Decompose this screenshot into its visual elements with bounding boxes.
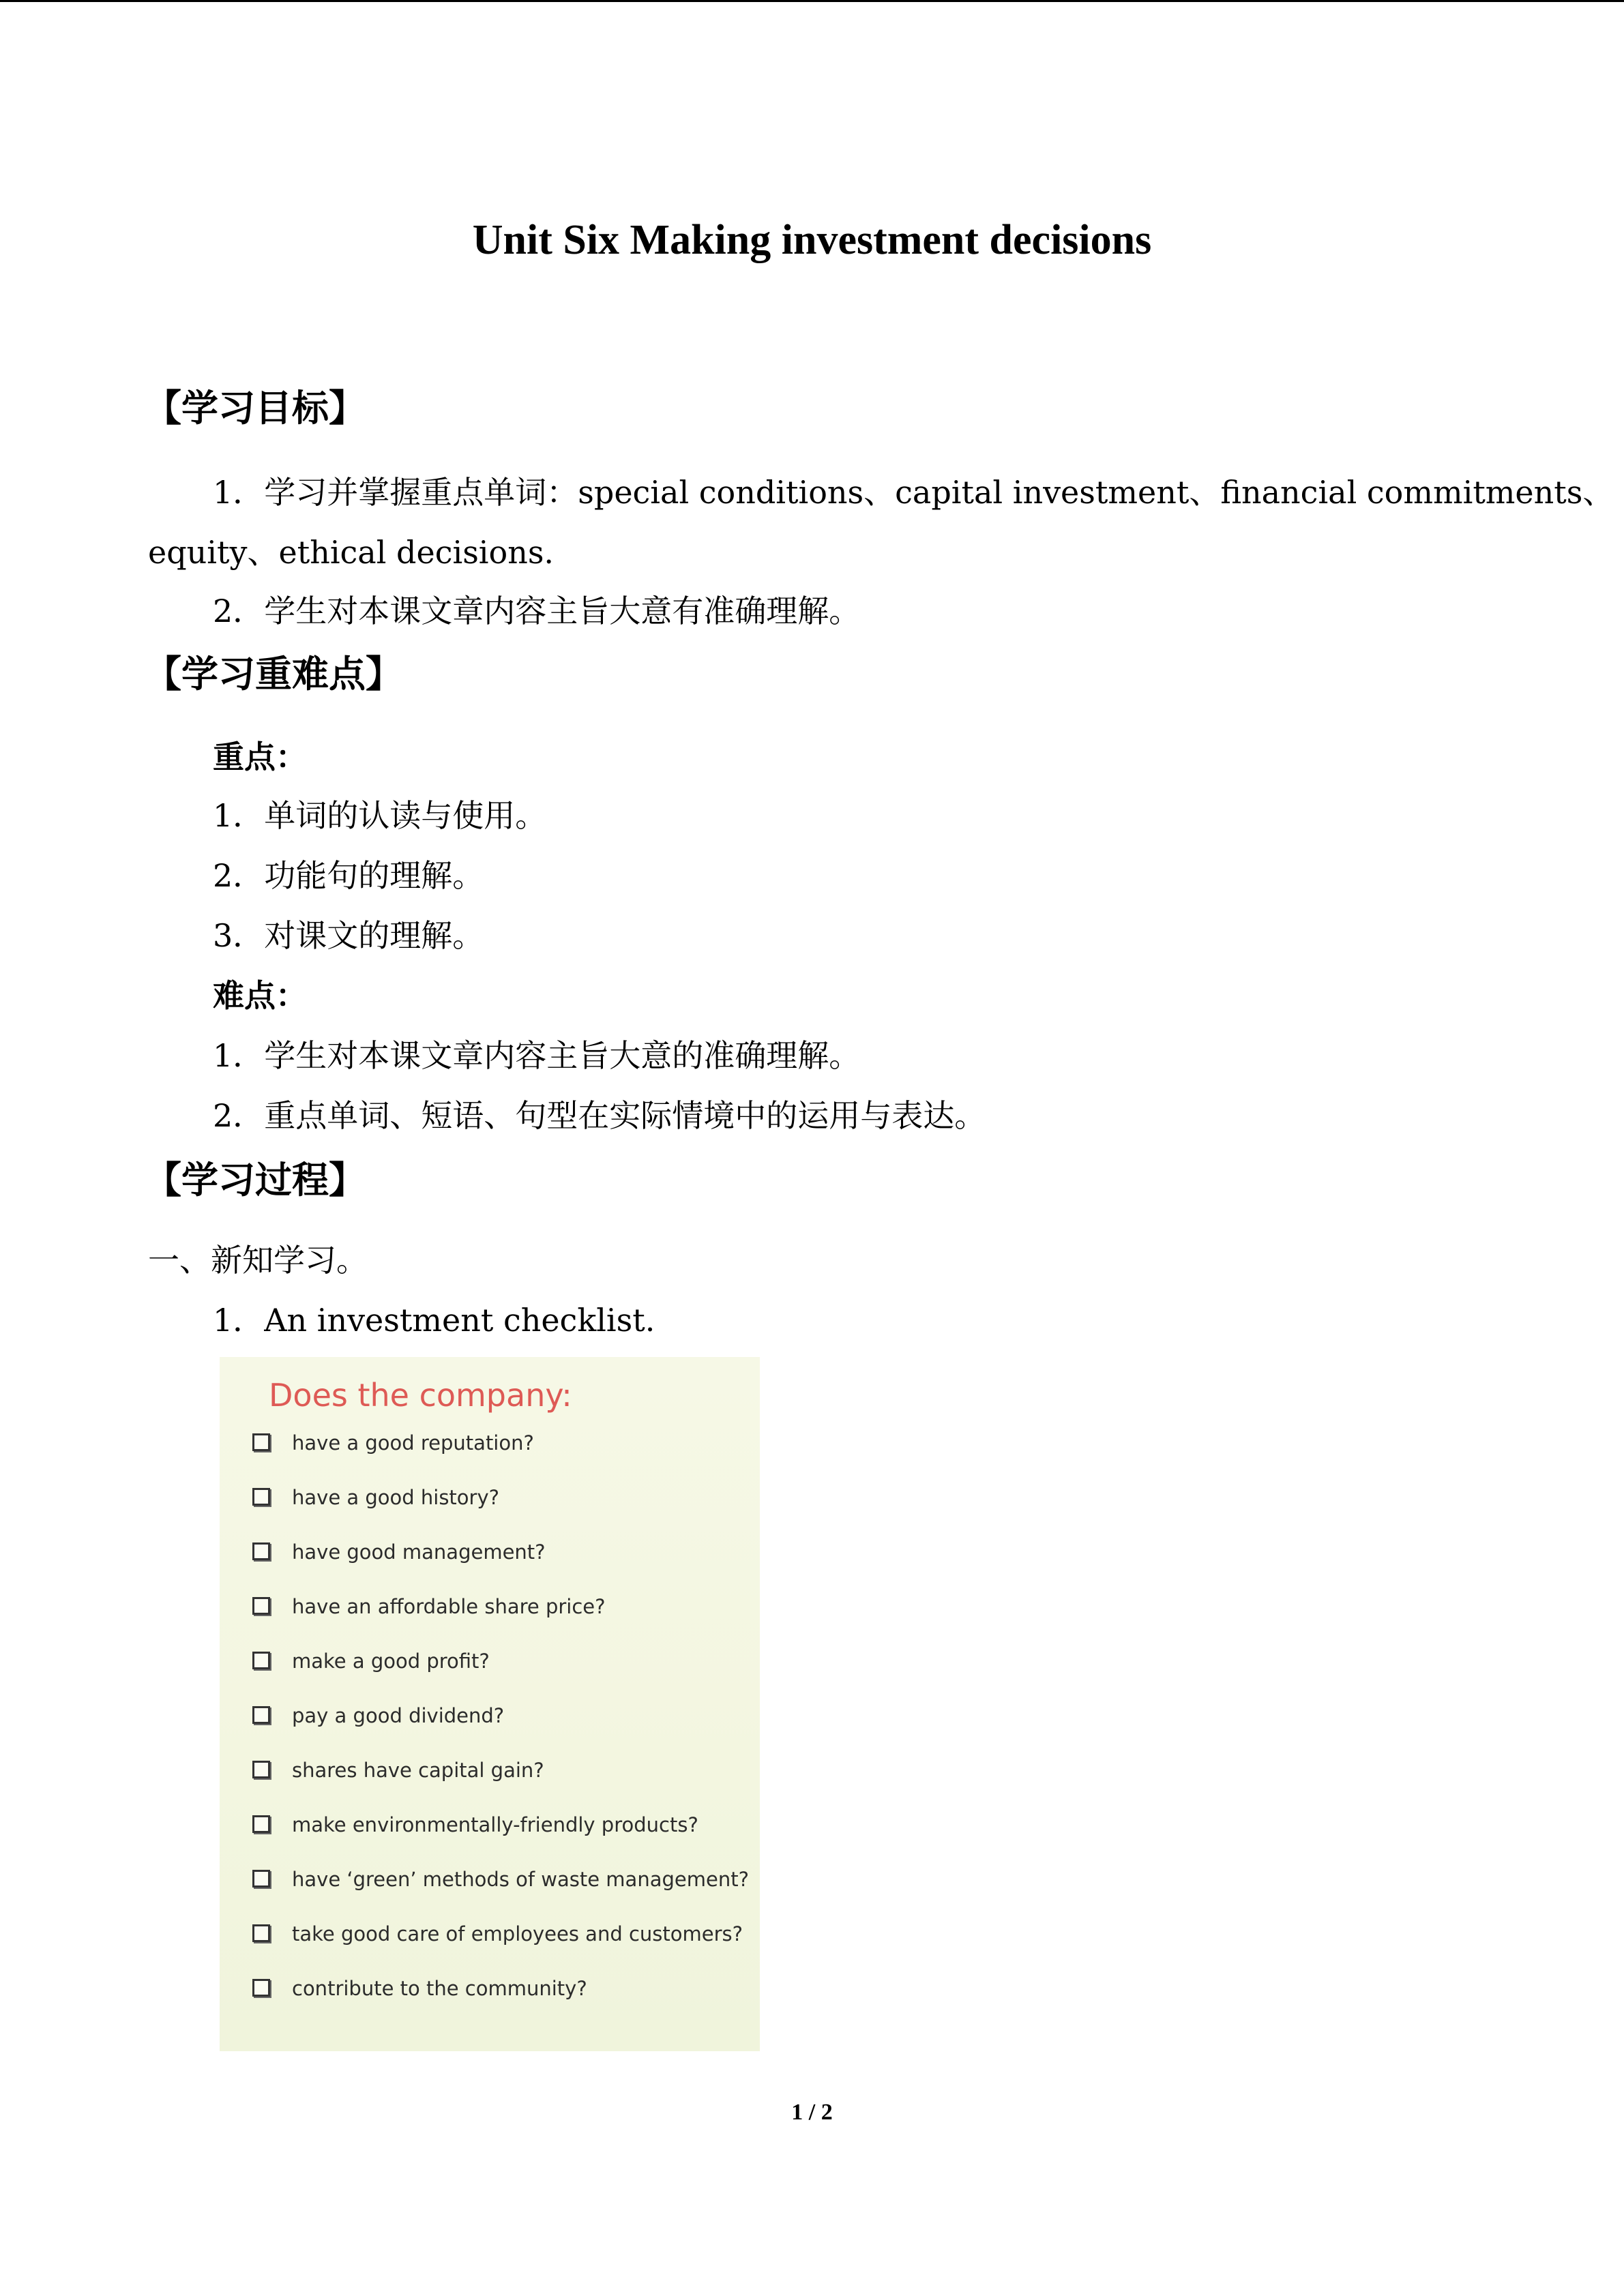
- key-item-2: 2．功能句的理解。: [213, 857, 484, 894]
- checklist-item: [236, 1424, 754, 1465]
- checklist-item: [236, 1806, 754, 1847]
- difficult-item-1: 1．学生对本课文章内容主旨大意的准确理解。: [213, 1037, 861, 1074]
- checklist-item-text: have good management?: [292, 1540, 546, 1564]
- checklist-item: [236, 1478, 754, 1519]
- checklist-item-text: make environmentally-friendly products?: [292, 1813, 698, 1836]
- checkbox-icon: [252, 1924, 270, 1942]
- checklist-item-text: have an affordable share price?: [292, 1595, 606, 1618]
- checkbox-icon: [252, 1488, 270, 1506]
- checklist-item-text: have a good reputation?: [292, 1431, 534, 1455]
- checklist-item: [236, 1697, 754, 1738]
- checkbox-icon: [252, 1433, 270, 1451]
- key-points-heading: 【学习重难点】: [145, 653, 402, 696]
- checkbox-icon: [252, 1870, 270, 1888]
- checklist-item-text: take good care of employees and customers?: [292, 1922, 743, 1945]
- checklist-item: [236, 1533, 754, 1574]
- objective-item-2: 2．学生对本课文章内容主旨大意有准确理解。: [213, 593, 861, 629]
- objective-item-1-line-1: 1．学习并掌握重点单词：special conditions、capital investment、financial commitments、: [213, 474, 1614, 511]
- checklist-item-text: shares have capital gain?: [292, 1759, 544, 1782]
- checklist-title: Does the company:: [269, 1377, 572, 1414]
- checklist-item: [236, 1860, 754, 1901]
- objectives-heading: 【学习目标】: [145, 387, 366, 430]
- key-item-3: 3．对课文的理解。: [213, 917, 484, 954]
- key-item-1: 1．单词的认读与使用。: [213, 797, 547, 834]
- checklist-item-text: pay a good dividend?: [292, 1704, 505, 1727]
- checkbox-icon: [252, 1652, 270, 1669]
- checkbox-icon: [252, 1706, 270, 1724]
- key-label: 重点：: [213, 739, 307, 775]
- checklist-item: [236, 1915, 754, 1956]
- checkbox-icon: [252, 1597, 270, 1615]
- top-border-rule: [0, 0, 1624, 2]
- checklist-item: [236, 1587, 754, 1628]
- checklist-item-text: have ‘green’ methods of waste management?: [292, 1868, 749, 1891]
- checklist-item-text: contribute to the community?: [292, 1977, 587, 2000]
- difficult-label: 难点：: [213, 977, 307, 1014]
- process-part-1: 一、新知学习。: [148, 1242, 368, 1279]
- checkbox-icon: [252, 1542, 270, 1560]
- checkbox-icon: [252, 1979, 270, 1997]
- checklist-item: [236, 1969, 754, 2010]
- checklist-item-text: have a good history?: [292, 1486, 500, 1509]
- document-title: Unit Six Making investment decisions: [472, 217, 1152, 263]
- objective-item-1-line-2: equity、ethical decisions.: [148, 534, 555, 571]
- checkbox-icon: [252, 1815, 270, 1833]
- difficult-item-2: 2．重点单词、短语、句型在实际情境中的运用与表达。: [213, 1097, 986, 1134]
- checklist-item-text: make a good profit?: [292, 1650, 490, 1673]
- process-item-1: 1．An investment checklist.: [213, 1302, 655, 1339]
- checklist-item: [236, 1751, 754, 1792]
- process-heading: 【学习过程】: [145, 1159, 366, 1202]
- investment-checklist-image: [220, 1357, 760, 2051]
- page-number: 1 / 2: [791, 2100, 833, 2125]
- checkbox-icon: [252, 1761, 270, 1778]
- checklist-item: [236, 1642, 754, 1683]
